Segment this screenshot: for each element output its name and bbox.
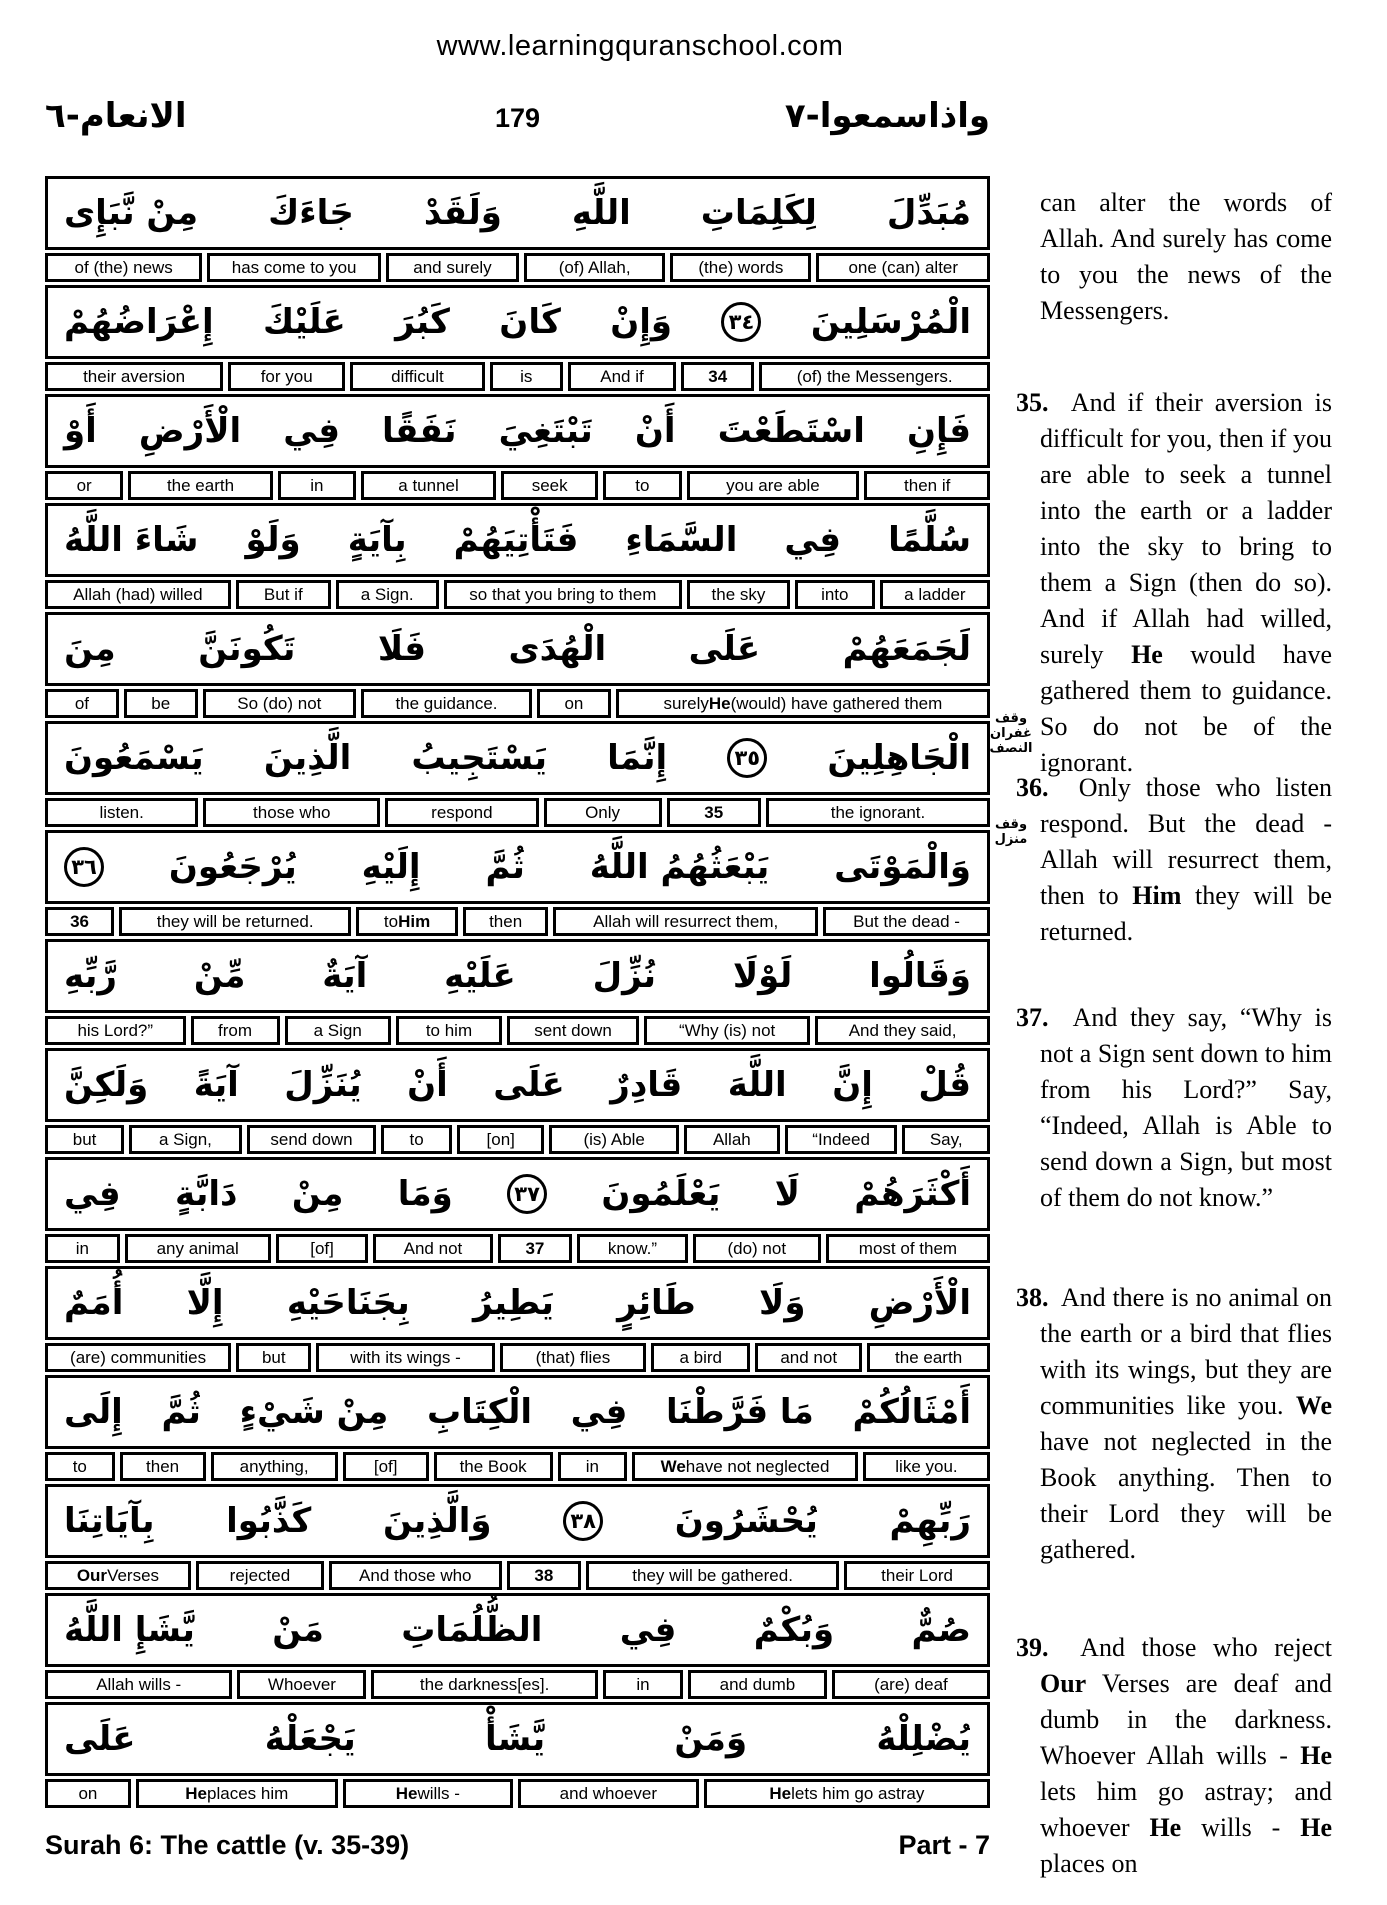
arabic-word: الَّذِينَ: [263, 738, 352, 778]
arabic-word: عَلَيْهِ: [444, 956, 516, 996]
english-gloss-cell: Only: [544, 798, 662, 827]
english-gloss-cell: but: [45, 1125, 124, 1154]
arabic-word: بِآيَةٍ: [347, 520, 407, 560]
arabic-verse-row: [45, 176, 990, 250]
arabic-word: إِنَّ: [832, 1065, 873, 1105]
arabic-word: يَبْعَثُهُمُ اللَّهُ: [589, 847, 770, 887]
arabic-word: الْكِتَابِ: [426, 1392, 532, 1432]
arabic-word: كَبُرَ: [395, 302, 450, 342]
english-gloss-cell: surely He (would) have gathered them: [616, 689, 990, 718]
english-gloss-cell: (are) deaf: [832, 1670, 990, 1699]
translation-text: And if their aversion is difficult for you, then if you are able to seek a tunnel into the earth or a ladder into the sky to bring to them a Sign (then do so). And if Allah had willed, surely He would have gathered them to guidance. So do not be of the ignorant.: [1040, 388, 1332, 777]
english-gloss-cell: a bird: [651, 1343, 750, 1372]
english-gloss-cell: We have not neglected: [632, 1452, 858, 1481]
verse-number-circle: ٣٧: [507, 1174, 547, 1214]
english-gloss-cell: for you: [228, 362, 345, 391]
english-gloss-cell: most of them: [826, 1234, 990, 1263]
arabic-word: اللَّهِ: [571, 193, 631, 233]
english-gloss-cell: the sky: [687, 580, 790, 609]
arabic-word: يَجْعَلْهُ: [264, 1719, 356, 1759]
arabic-word: اللَّهَ: [727, 1065, 787, 1105]
arabic-word: إِنَّمَا: [607, 738, 668, 778]
arabic-word: الْهُدَى: [508, 629, 607, 669]
arabic-word: فَلَا: [377, 629, 426, 669]
arabic-word: مِنْ نَّبَإِى: [64, 193, 199, 233]
english-gloss-cell: to him: [396, 1016, 502, 1045]
english-gloss-cell: [of]: [343, 1452, 429, 1481]
translation-text: And there is no animal on the earth or a bird that flies with its wings, but they are communities like you. We have not neglected in the Book anything. Then to their Lord they will be gathered.: [1040, 1283, 1332, 1564]
arabic-word: فِي: [64, 1174, 121, 1214]
english-gloss-cell: know.”: [577, 1234, 687, 1263]
english-gloss-row: [45, 798, 990, 827]
arabic-word: مُبَدِّلَ: [886, 193, 971, 233]
surah-name-arabic: الانعام-٦: [45, 96, 187, 136]
arabic-word: مِّنْ: [193, 956, 246, 996]
translation-paragraph: [1016, 1280, 1332, 1568]
arabic-word: مَا فَرَّطْنَا: [666, 1392, 814, 1432]
arabic-verse-row: [45, 285, 990, 359]
english-gloss-cell: Say,: [902, 1125, 990, 1154]
english-gloss-cell: “Indeed: [785, 1125, 898, 1154]
english-gloss-cell: the guidance.: [361, 689, 532, 718]
english-gloss-cell: to: [381, 1125, 452, 1154]
english-gloss-cell: his Lord?”: [45, 1016, 186, 1045]
arabic-word: عَلَى: [688, 629, 761, 669]
english-gloss-row: [45, 1125, 990, 1154]
arabic-word: أَنْ: [634, 411, 676, 451]
english-gloss-cell: on: [537, 689, 611, 718]
english-gloss-cell: He wills -: [343, 1779, 513, 1808]
arabic-word: مِنَ: [64, 629, 116, 669]
english-gloss-cell: “Why (is) not: [644, 1016, 810, 1045]
english-gloss-cell: 34: [681, 362, 754, 391]
english-gloss-cell: on: [45, 1779, 131, 1808]
english-gloss-cell: of: [45, 689, 119, 718]
arabic-word: كَانَ: [499, 302, 561, 342]
arabic-word: ثُمَّ: [485, 847, 525, 887]
english-gloss-cell: 38: [507, 1561, 581, 1590]
translation-text: Only those who listen respond. But the dead - Allah will resurrect them, then to Him they will be returned.: [1040, 773, 1332, 946]
english-gloss-cell: the Book: [434, 1452, 553, 1481]
waqf-margin-note: وقف منزل: [994, 817, 1028, 847]
english-gloss-cell: And those who: [329, 1561, 502, 1590]
english-gloss-cell: from: [191, 1016, 280, 1045]
arabic-verse-row: [45, 394, 990, 468]
arabic-word: نُزِّلَ: [592, 956, 657, 996]
english-gloss-cell: (is) Able: [549, 1125, 678, 1154]
arabic-word: سُلَّمًا: [888, 520, 971, 560]
english-gloss-cell: But if: [236, 580, 331, 609]
english-gloss-row: [45, 471, 990, 500]
site-url: www.learningquranschool.com: [436, 30, 844, 62]
english-gloss-cell: has come to you: [207, 253, 381, 282]
arabic-word: لَوْلَا: [732, 956, 793, 996]
english-gloss-cell: their aversion: [45, 362, 223, 391]
translation-text: And those who reject Our Verses are deaf and dumb in the darkness. Whoever Allah wills - He lets him go astray; and whoever He wills - He places on: [1040, 1633, 1332, 1878]
english-gloss-cell: to Him: [356, 907, 458, 936]
arabic-word: طَائِرٍ: [617, 1283, 696, 1323]
arabic-word: يُرْجَعُونَ: [168, 847, 297, 887]
english-gloss-cell: send down: [247, 1125, 376, 1154]
arabic-word: أَكْثَرَهُمْ: [854, 1174, 971, 1214]
english-gloss-cell: they will be gathered.: [586, 1561, 839, 1590]
arabic-verse-row: [45, 1266, 990, 1340]
translation-verse-number: 39.: [1016, 1633, 1049, 1662]
arabic-word: رَبِّهِمْ: [889, 1501, 971, 1541]
arabic-verse-row: [45, 1484, 990, 1558]
arabic-word: جَاءَكَ: [268, 193, 354, 233]
arabic-word: يَعْلَمُونَ: [601, 1174, 721, 1214]
english-gloss-cell: And not: [373, 1234, 492, 1263]
verse-number-circle: ٣٦: [64, 847, 104, 887]
translation-verse-number: 38.: [1016, 1283, 1049, 1312]
arabic-word: فِي: [283, 411, 340, 451]
arabic-word: وَقَالُوا: [869, 956, 971, 996]
arabic-word: بِجَنَاحَيْهِ: [286, 1283, 410, 1323]
translation-paragraph: [1016, 770, 1332, 950]
translation-text: can alter the words of Allah. And surely has come to you the news of the Messengers.: [1040, 188, 1332, 325]
english-gloss-row: [45, 689, 990, 718]
arabic-word: الْمُرْسَلِينَ: [810, 302, 971, 342]
english-gloss-cell: of (the) news: [45, 253, 202, 282]
english-gloss-cell: (do) not: [693, 1234, 821, 1263]
arabic-word: فِي: [570, 1392, 628, 1432]
english-gloss-row: [45, 580, 990, 609]
english-gloss-cell: to: [603, 471, 681, 500]
verse-number-circle: ٣٥: [727, 738, 767, 778]
english-gloss-row: [45, 1234, 990, 1263]
english-gloss-cell: Allah will resurrect them,: [553, 907, 818, 936]
arabic-verse-row: [45, 1702, 990, 1776]
english-gloss-cell: (of) Allah,: [524, 253, 665, 282]
arabic-word: لِكَلِمَاتِ: [700, 193, 817, 233]
arabic-word: قُلْ: [918, 1065, 971, 1105]
english-gloss-cell: 35: [667, 798, 761, 827]
english-gloss-cell: they will be returned.: [119, 907, 351, 936]
english-gloss-cell: [on]: [457, 1125, 545, 1154]
arabic-word: الظُّلُمَاتِ: [401, 1610, 543, 1650]
translation-verse-number: 36.: [1016, 773, 1049, 802]
arabic-word: وَمَنْ: [674, 1719, 748, 1759]
arabic-word: اسْتَطَعْتَ: [717, 411, 865, 451]
arabic-word: قَادِرٌ: [610, 1065, 683, 1105]
translation-verse-number: 37.: [1016, 1003, 1049, 1032]
arabic-word: لَجَمَعَهُمْ: [842, 629, 971, 669]
arabic-verse-row: [45, 503, 990, 577]
page-number: 179: [494, 103, 541, 133]
english-gloss-cell: 36: [45, 907, 114, 936]
footer-part-label: Part - 7: [898, 1830, 990, 1860]
arabic-word: أُمَمٌ: [64, 1283, 124, 1323]
english-gloss-cell: then if: [864, 471, 990, 500]
english-gloss-cell: the earth: [867, 1343, 990, 1372]
english-gloss-cell: rejected: [196, 1561, 324, 1590]
english-gloss-cell: with its wings -: [316, 1343, 494, 1372]
arabic-word: يُنَزِّلَ: [284, 1065, 362, 1105]
arabic-word: مِنْ شَيْءٍ: [239, 1392, 389, 1432]
english-gloss-cell: Whoever: [237, 1670, 366, 1699]
english-gloss-cell: Our Verses: [45, 1561, 191, 1590]
arabic-word: نَفَقًا: [382, 411, 457, 451]
english-gloss-cell: to: [45, 1452, 115, 1481]
translation-paragraph: [1016, 185, 1332, 329]
arabic-verse-row: [45, 1593, 990, 1667]
english-gloss-cell: seek: [501, 471, 598, 500]
english-gloss-cell: like you.: [863, 1452, 990, 1481]
arabic-word: الْأَرْضِ: [868, 1283, 971, 1323]
english-gloss-cell: listen.: [45, 798, 198, 827]
arabic-word: أَمْثَالُكُمْ: [852, 1392, 971, 1432]
arabic-word: أَنْ: [407, 1065, 448, 1105]
arabic-verse-row: [45, 612, 990, 686]
english-gloss-cell: Allah: [684, 1125, 780, 1154]
arabic-word: عَلَى: [64, 1719, 136, 1759]
arabic-word: دَابَّةٍ: [175, 1174, 238, 1214]
english-gloss-cell: their Lord: [844, 1561, 990, 1590]
arabic-word: السَّمَاءِ: [625, 520, 738, 560]
english-gloss-row: [45, 362, 990, 391]
english-gloss-cell: He lets him go astray: [704, 1779, 990, 1808]
arabic-word: يَطِيرُ: [472, 1283, 554, 1323]
english-gloss-row: [45, 1016, 990, 1045]
english-gloss-cell: 37: [498, 1234, 573, 1263]
arabic-word: يَّشَأْ: [484, 1719, 546, 1759]
waqf-margin-note: وقف غفران النصف: [989, 711, 1033, 756]
arabic-word: صُمٌّ: [911, 1610, 971, 1650]
english-gloss-cell: (the) words: [670, 253, 811, 282]
juz-name-arabic: واذاسمعوا-٧: [784, 96, 990, 136]
arabic-verse-row: [45, 939, 990, 1013]
english-gloss-cell: respond: [385, 798, 538, 827]
english-gloss-cell: one (can) alter: [816, 253, 990, 282]
arabic-word: عَلَى: [493, 1065, 565, 1105]
english-gloss-cell: and not: [755, 1343, 862, 1372]
english-gloss-cell: those who: [203, 798, 380, 827]
english-gloss-cell: and whoever: [518, 1779, 699, 1808]
arabic-word: وَالَّذِينَ: [382, 1501, 492, 1541]
page-header: [45, 96, 990, 136]
english-gloss-cell: a ladder: [880, 580, 990, 609]
arabic-word: وَبُكْمٌ: [753, 1610, 835, 1650]
english-gloss-cell: And they said,: [815, 1016, 990, 1045]
arabic-word: يَّشَإِ اللَّهُ: [64, 1610, 195, 1650]
arabic-word: وَإِنْ: [610, 302, 673, 342]
footer-surah-label: Surah 6: The cattle (v. 35-39): [45, 1830, 410, 1860]
arabic-word: أَوْ: [64, 411, 97, 451]
english-gloss-cell: in: [45, 1234, 120, 1263]
arabic-word: إِلَّا: [186, 1283, 224, 1323]
english-gloss-cell: sent down: [507, 1016, 639, 1045]
arabic-word: يُحْشَرُونَ: [674, 1501, 818, 1541]
english-gloss-cell: the darkness[es].: [371, 1670, 597, 1699]
arabic-word: يَسْتَجِيبُ: [411, 738, 548, 778]
arabic-verse-row: [45, 1048, 990, 1122]
arabic-verse-row: [45, 1157, 990, 1231]
translation-paragraph: [1016, 1000, 1332, 1216]
verse-number-circle: ٣٨: [563, 1501, 603, 1541]
arabic-word: عَلَيْكَ: [263, 302, 346, 342]
arabic-word: مِنْ: [291, 1174, 344, 1214]
english-gloss-cell: and surely: [386, 253, 519, 282]
english-gloss-cell: (that) flies: [500, 1343, 647, 1372]
english-gloss-cell: then: [463, 907, 548, 936]
arabic-word: يَسْمَعُونَ: [64, 738, 204, 778]
translation-text: And they say, “Why is not a Sign sent down to him from his Lord?” Say, “Indeed, Allah is Able to send down a Sign, but most of them do not know.”: [1040, 1003, 1332, 1212]
english-gloss-cell: a Sign,: [129, 1125, 242, 1154]
english-gloss-row: [45, 1561, 990, 1590]
arabic-word: إِلَيْهِ: [361, 847, 421, 887]
english-gloss-cell: a Sign: [285, 1016, 391, 1045]
english-gloss-cell: Allah (had) willed: [45, 580, 231, 609]
verse-number-circle: ٣٤: [721, 302, 761, 342]
english-gloss-row: [45, 1670, 990, 1699]
english-gloss-cell: Allah wills -: [45, 1670, 232, 1699]
arabic-word: يُضْلِلْهُ: [876, 1719, 971, 1759]
arabic-verse-row: [45, 1375, 990, 1449]
translation-verse-number: 35.: [1016, 388, 1049, 417]
page-footer: [45, 1830, 990, 1861]
english-gloss-cell: anything,: [211, 1452, 338, 1481]
word-table: [45, 176, 990, 1811]
arabic-word: كَذَّبُوا: [226, 1501, 312, 1541]
arabic-word: تَبْتَغِيَ: [498, 411, 593, 451]
arabic-word: تَكُونَنَّ: [198, 629, 296, 669]
arabic-word: بِآيَاتِنَا: [64, 1501, 155, 1541]
english-gloss-cell: [of]: [276, 1234, 369, 1263]
arabic-word: فِي: [784, 520, 842, 560]
english-gloss-cell: but: [236, 1343, 311, 1372]
english-gloss-cell: any animal: [125, 1234, 271, 1263]
arabic-word: وَلَكِنَّ: [64, 1065, 149, 1105]
arabic-word: إِلَى: [64, 1392, 123, 1432]
english-gloss-cell: So (do) not: [203, 689, 356, 718]
english-gloss-cell: the earth: [128, 471, 273, 500]
english-gloss-cell: But the dead -: [823, 907, 990, 936]
arabic-word: فِي: [619, 1610, 677, 1650]
arabic-word: فَإِنِ: [906, 411, 971, 451]
arabic-word: آيَةٌ: [322, 956, 368, 996]
english-gloss-cell: so that you bring to them: [444, 580, 683, 609]
english-gloss-cell: He places him: [136, 1779, 338, 1808]
arabic-word: الْأَرْضِ: [138, 411, 242, 451]
english-gloss-cell: (of) the Messengers.: [759, 362, 990, 391]
arabic-word: وَمَا: [397, 1174, 453, 1214]
arabic-verse-row: [45, 721, 990, 795]
translation-paragraph: [1016, 385, 1332, 781]
arabic-word: فَتَأْتِيَهُمْ: [453, 520, 579, 560]
arabic-word: لَا: [774, 1174, 800, 1214]
english-gloss-row: [45, 1343, 990, 1372]
english-gloss-cell: in: [278, 471, 356, 500]
arabic-word: شَاءَ اللَّهُ: [64, 520, 199, 560]
english-gloss-row: [45, 1779, 990, 1808]
english-gloss-cell: then: [120, 1452, 206, 1481]
english-gloss-cell: difficult: [350, 362, 484, 391]
english-gloss-cell: (are) communities: [45, 1343, 231, 1372]
english-gloss-cell: be: [124, 689, 198, 718]
arabic-word: وَلَقَدْ: [423, 193, 502, 233]
arabic-word: إِعْرَاضُهُمْ: [64, 302, 214, 342]
arabic-verse-row: [45, 830, 990, 904]
translation-paragraph: [1016, 1630, 1332, 1882]
english-gloss-cell: a Sign.: [336, 580, 439, 609]
arabic-word: آيَةً: [193, 1065, 239, 1105]
english-gloss-row: [45, 907, 990, 936]
arabic-word: وَلَا: [759, 1283, 806, 1323]
english-gloss-row: [45, 253, 990, 282]
english-gloss-cell: in: [603, 1670, 683, 1699]
english-gloss-row: [45, 1452, 990, 1481]
arabic-word: وَلَوْ: [245, 520, 301, 560]
english-gloss-cell: you are able: [687, 471, 860, 500]
english-gloss-cell: in: [558, 1452, 628, 1481]
arabic-word: رَّبِّهِ: [64, 956, 117, 996]
english-gloss-cell: into: [795, 580, 875, 609]
english-gloss-cell: or: [45, 471, 123, 500]
english-gloss-cell: and dumb: [688, 1670, 827, 1699]
arabic-word: ثُمَّ: [161, 1392, 201, 1432]
english-gloss-cell: is: [490, 362, 563, 391]
arabic-word: الْجَاهِلِينَ: [827, 738, 971, 778]
arabic-word: مَنْ: [272, 1610, 324, 1650]
arabic-word: وَالْمَوْتَى: [834, 847, 971, 887]
english-gloss-cell: And if: [568, 362, 676, 391]
english-gloss-cell: the ignorant.: [766, 798, 990, 827]
english-gloss-cell: a tunnel: [361, 471, 496, 500]
